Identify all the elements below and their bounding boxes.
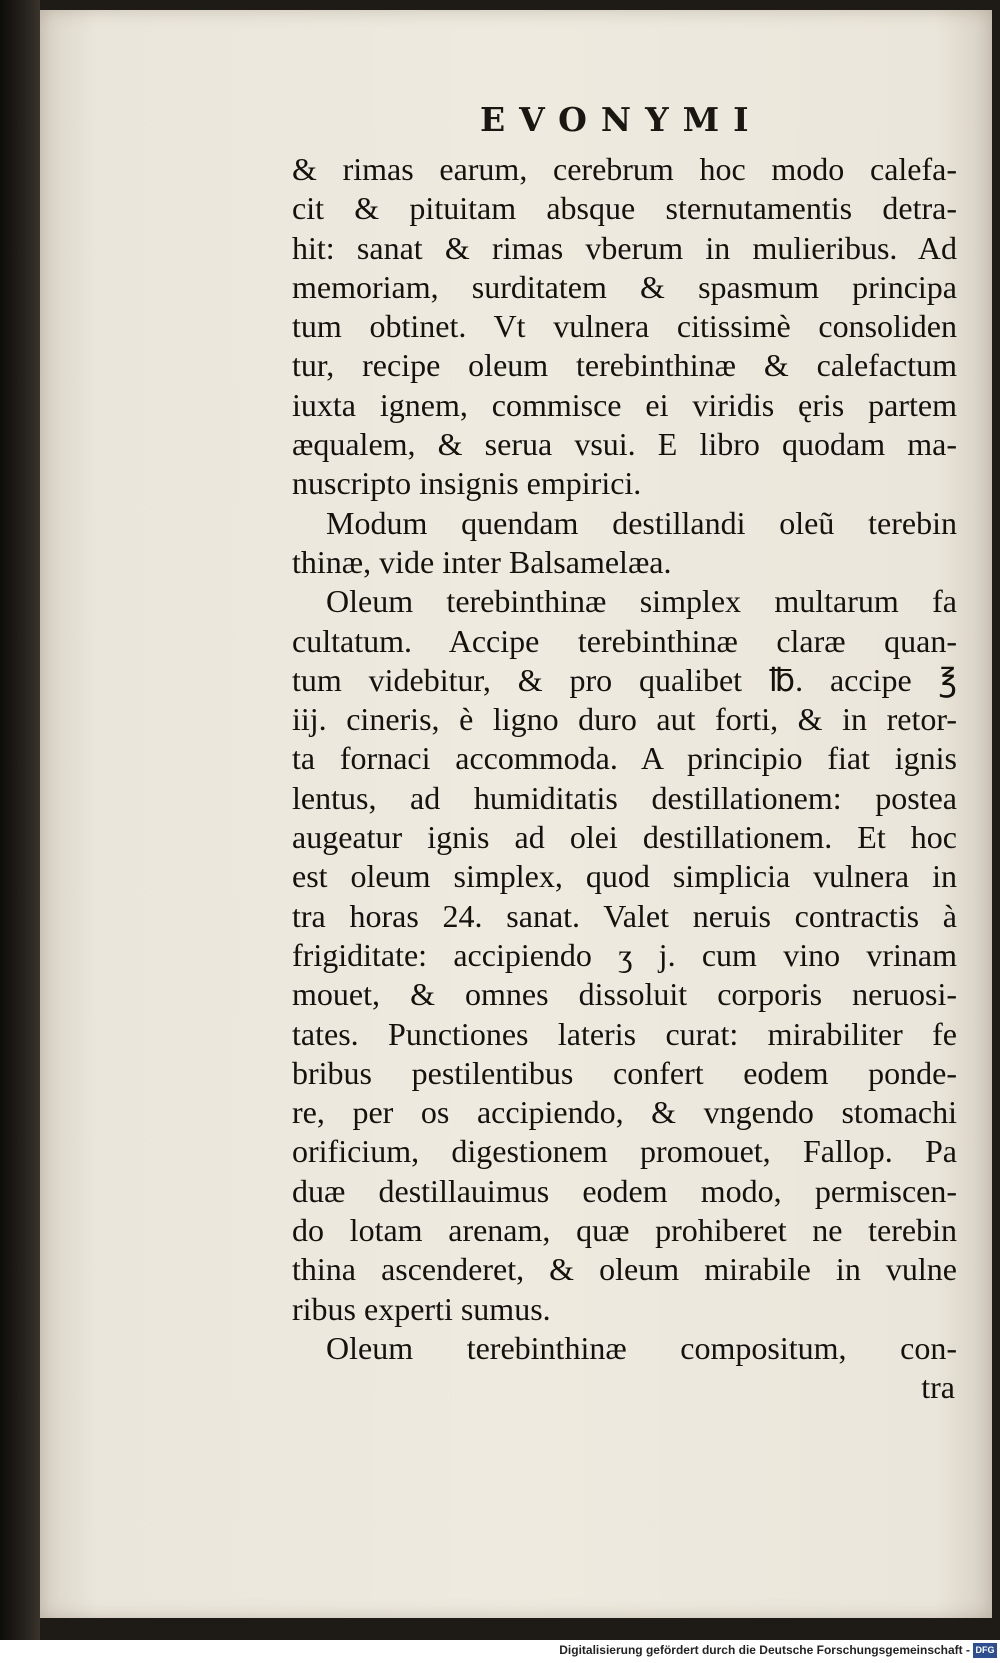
text-line: orificium, digestionem promouet, Fallop. Pa [292, 1133, 957, 1170]
text-line: lentus, ad humiditatis destillationem: postea [292, 779, 957, 816]
body-text [292, 150, 957, 1408]
text-line: & rimas earum, cerebrum hoc modo calefa- [292, 151, 957, 187]
text-line: iuxta ignem, commisce ei viridis ęris partem [292, 386, 957, 423]
text-line: memoriam, surditatem & spasmum principa [292, 268, 957, 305]
digitization-footer [0, 1640, 1000, 1663]
text-line: Modum quendam destillandi oleũ terebin [326, 504, 957, 541]
text-line: frigiditate: accipiendo ʒ j. cum vino vrinam [292, 936, 957, 973]
text-line: est oleum simplex, quod simplicia vulnera in [292, 858, 957, 895]
text-line: iij. cineris, è ligno duro aut forti, & in retor- [292, 701, 957, 738]
text-line: Oleum terebinthinæ simplex multarum fa [326, 583, 957, 620]
text-line: ta fornaci accommoda. A principio fiat ignis [292, 740, 957, 777]
text-line: thina ascenderet, & oleum mirabile in vulne [292, 1251, 957, 1288]
text-line: nuscripto insignis empirici. [292, 465, 642, 502]
text-line: cultatum. Accipe terebinthinæ claræ quan- [292, 622, 957, 659]
text-line: augeatur ignis ad olei destillationem. Et hoc [292, 819, 957, 856]
text-line: duæ destillauimus eodem modo, permiscen- [292, 1172, 957, 1209]
text-line: hit: sanat & rimas vberum in mulieribus. Ad [292, 229, 957, 266]
dfg-logo-icon: DFG [973, 1643, 997, 1658]
running-title: EVONYMI [480, 100, 763, 139]
text-line: bribus pestilentibus confert eodem ponde- [292, 1054, 957, 1091]
funding-credit: Digitalisierung gefördert durch die Deutsche Forschungsgemeinschaft - [559, 1643, 970, 1657]
text-line: tra horas 24. sanat. Valet neruis contractis à [292, 897, 957, 934]
text-line: mouet, & omnes dissoluit corporis neruosi- [292, 976, 957, 1013]
text-line: tum videbitur, & pro qualibet ℔. accipe ℥ [292, 661, 957, 698]
catchword: tra [921, 1369, 955, 1406]
text-line: tur, recipe oleum terebinthinæ & calefactum [292, 347, 957, 384]
text-line: thinæ, vide inter Balsamelæa. [292, 543, 672, 580]
book-page [40, 10, 992, 1618]
text-line: ribus experti sumus. [292, 1290, 551, 1327]
text-line: tum obtinet. Vt vulnera citissimè consoliden [292, 308, 957, 345]
text-line: do lotam arenam, quæ prohiberet ne terebin [292, 1212, 957, 1249]
text-line: Oleum terebinthinæ compositum, con- [326, 1329, 957, 1366]
text-line: re, per os accipiendo, & vngendo stomachi [292, 1094, 957, 1131]
text-line: tates. Punctiones lateris curat: mirabiliter fe [292, 1015, 957, 1052]
text-line: æqualem, & serua vsui. E libro quodam ma- [292, 426, 957, 463]
text-line: cit & pituitam absque sternutamentis detra- [292, 190, 957, 227]
